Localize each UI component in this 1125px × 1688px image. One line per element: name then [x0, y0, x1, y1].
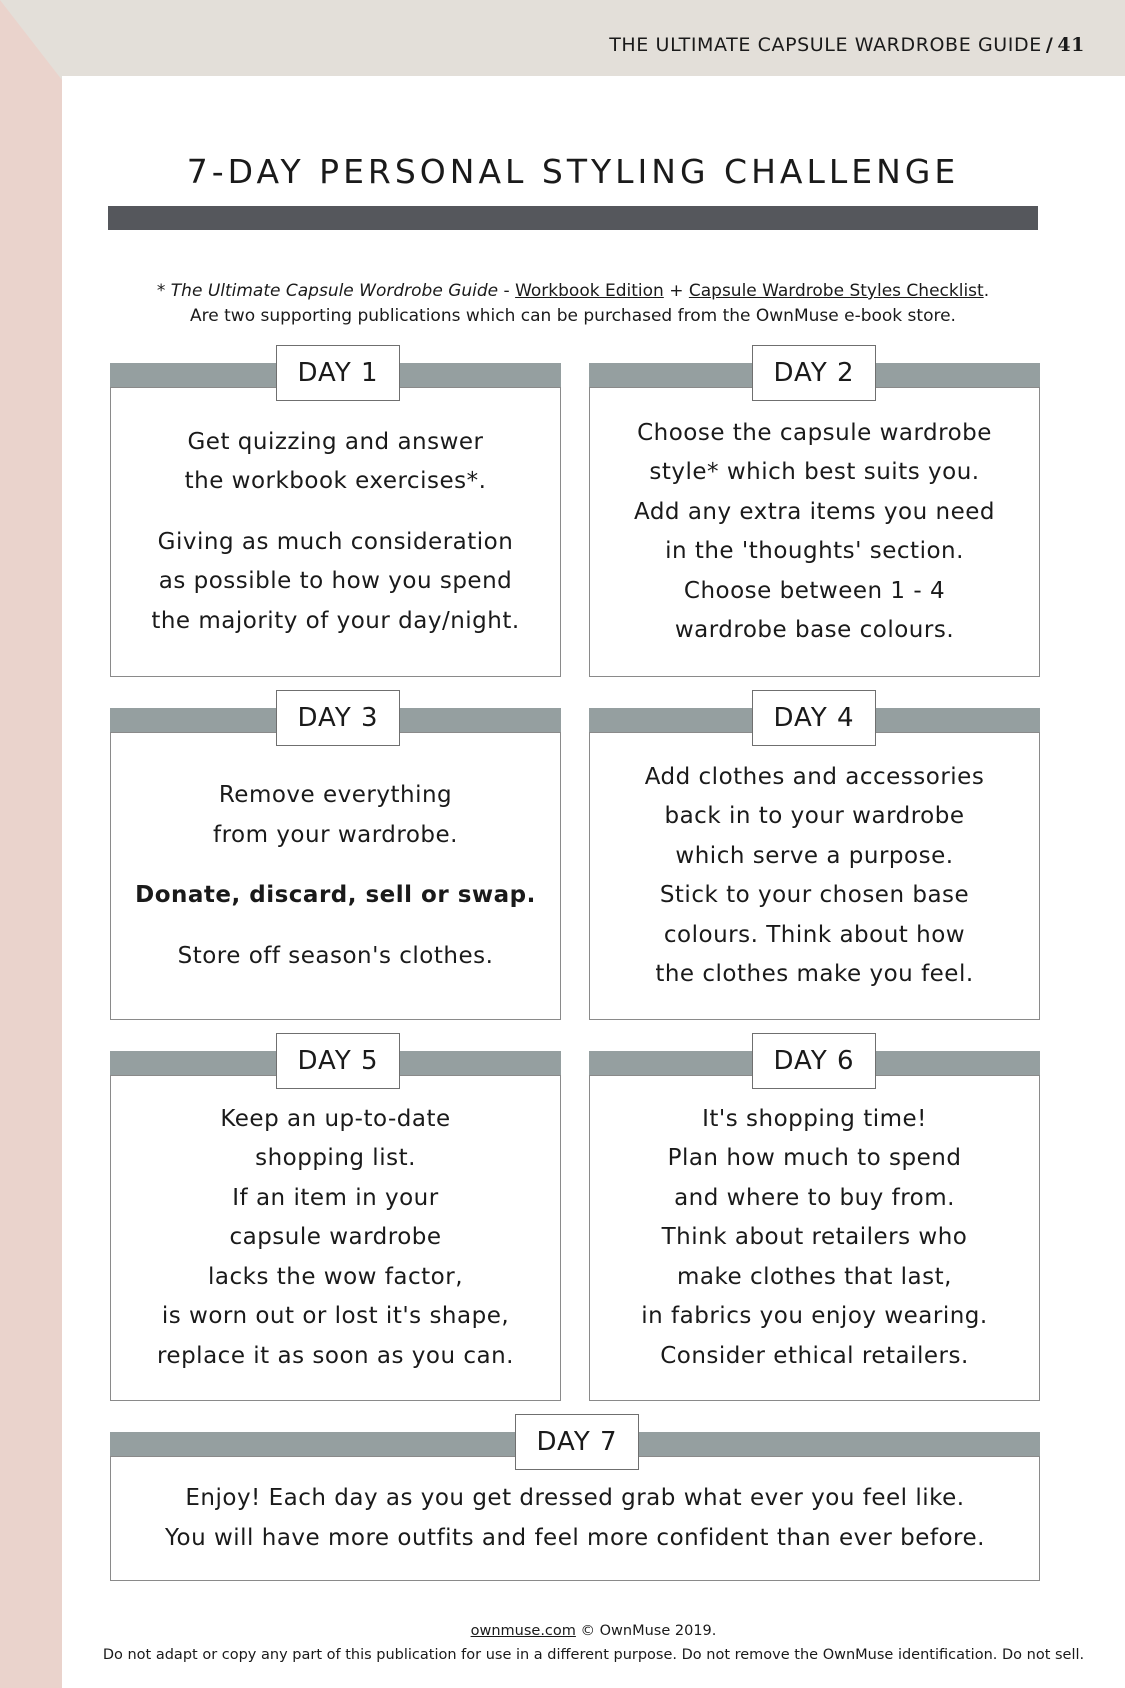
day-card — [110, 345, 561, 677]
card-text-line: Plan how much to spend — [667, 1145, 962, 1172]
card-text-line: Stick to your chosen base — [659, 882, 970, 908]
day-card — [589, 345, 1040, 677]
side-accent-band — [0, 0, 62, 1688]
note-line-1 — [108, 279, 1038, 304]
day-card — [110, 1414, 1040, 1581]
note-plus: + — [663, 281, 689, 301]
card-text-line: back in to your wardrobe — [664, 803, 965, 829]
styles-checklist-link[interactable]: Capsule Wardrobe Styles Checklist — [688, 281, 984, 301]
card-body — [589, 387, 1040, 677]
copyright-text: © OwnMuse 2019. — [575, 1623, 717, 1639]
note-period: . — [983, 281, 990, 301]
card-text-line: is worn out or lost it's shape, — [161, 1303, 510, 1330]
card-text-line: wardrobe base colours. — [674, 617, 955, 643]
card-text-line: in fabrics you enjoy wearing. — [641, 1303, 988, 1330]
day-card — [110, 690, 561, 1020]
card-body — [589, 732, 1040, 1020]
card-text-line: colours. Think about how — [663, 921, 966, 948]
day-label: DAY 6 — [752, 1033, 876, 1089]
card-body — [589, 1075, 1040, 1401]
card-text-line: Enjoy! Each day as you get dressed grab what ever you feel like. — [185, 1485, 965, 1511]
card-body — [110, 1075, 561, 1401]
header-separator: / — [1045, 34, 1054, 56]
day-label: DAY 4 — [752, 690, 876, 746]
card-text-line: Get quizzing and answer — [187, 428, 484, 455]
card-text-line: style* which best suits you. — [649, 459, 980, 485]
day-card — [110, 1033, 561, 1401]
card-text-line: Add clothes and accessories — [644, 763, 985, 790]
card-text-line: make clothes that last, — [677, 1263, 952, 1290]
card-body — [110, 1456, 1040, 1581]
website-link[interactable]: ownmuse.com — [470, 1623, 576, 1639]
card-text-line: Add any extra items you need — [634, 498, 995, 525]
page-title: 7-DAY PERSONAL STYLING CHALLENGE — [186, 152, 960, 191]
card-body — [110, 387, 561, 677]
card-text-line: capsule wardrobe — [229, 1224, 442, 1251]
card-text-line: Giving as much consideration — [157, 528, 514, 555]
day-label: DAY 7 — [515, 1414, 639, 1470]
guide-title: THE ULTIMATE CAPSULE WARDROBE GUIDE — [609, 34, 1042, 56]
card-text-line: the clothes make you feel. — [655, 961, 974, 987]
card-text-line: from your wardrobe. — [212, 821, 458, 848]
card-text-line: Choose the capsule wardrobe — [637, 419, 992, 446]
footer-copyright — [62, 1623, 1125, 1639]
running-header — [609, 34, 1085, 56]
note-dash: - — [498, 281, 516, 301]
card-text-line: Donate, discard, sell or swap. — [135, 882, 536, 908]
footer-disclaimer: Do not adapt or copy any part of this publication for use in a different purpose. Do not remove the OwnMuse identification. Do not sell. — [102, 1647, 1085, 1663]
day-card — [589, 1033, 1040, 1401]
card-text-line: replace it as soon as you can. — [156, 1342, 514, 1369]
card-text-line: lacks the wow factor, — [208, 1263, 463, 1290]
card-text-line: and where to buy from. — [674, 1184, 955, 1211]
workbook-edition-link[interactable]: Workbook Edition — [515, 281, 664, 301]
card-text-line: Keep an up-to-date — [220, 1105, 451, 1132]
day-label: DAY 1 — [276, 345, 400, 401]
day-label: DAY 3 — [276, 690, 400, 746]
page-number: 41 — [1057, 34, 1085, 56]
card-text-line: shopping list. — [255, 1145, 416, 1172]
day-label: DAY 5 — [276, 1033, 400, 1089]
card-text-line: You will have more outfits and feel more confident than ever before. — [165, 1524, 985, 1551]
card-text-line: Consider ethical retailers. — [660, 1342, 969, 1369]
card-text-line: Store off season's clothes. — [177, 942, 494, 969]
card-text-line: If an item in your — [232, 1184, 439, 1211]
card-text-line: in the 'thoughts' section. — [665, 538, 964, 564]
day-card — [589, 690, 1040, 1020]
card-text-line: which serve a purpose. — [675, 842, 954, 869]
card-text-line: Choose between 1 - 4 — [683, 577, 946, 604]
card-text-line: Think about retailers who — [661, 1224, 968, 1251]
card-text-line: the workbook exercises*. — [184, 468, 487, 495]
card-text-line: as possible to how you spend — [158, 568, 513, 595]
card-text-line: the majority of your day/night. — [151, 607, 520, 634]
card-text-line: Remove everything — [218, 782, 453, 808]
card-body — [110, 732, 561, 1020]
note-guide-title: The Ultimate Capsule Wordrobe Guide — [170, 281, 499, 301]
supporting-publications-note — [108, 279, 1038, 329]
note-line-2: Are two supporting publications which can be purchased from the OwnMuse e-book store. — [190, 306, 956, 326]
note-asterisk: * — [156, 281, 171, 301]
title-rule — [108, 206, 1038, 230]
card-text-line: It's shopping time! — [702, 1105, 927, 1132]
day-label: DAY 2 — [752, 345, 876, 401]
